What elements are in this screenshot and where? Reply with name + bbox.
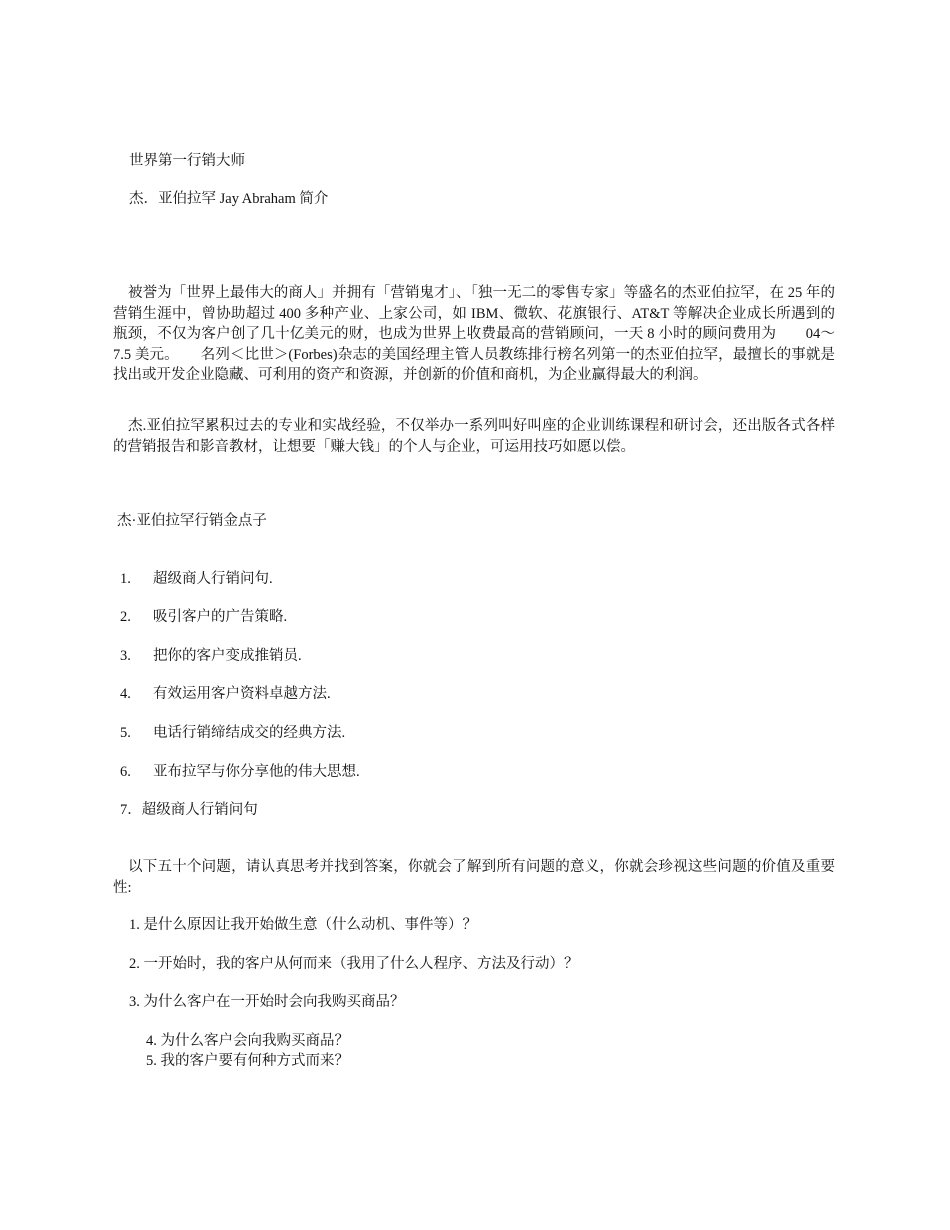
document-subtitle: 杰．亚伯拉罕 Jay Abraham 简介 — [129, 191, 329, 207]
question-item: 2. 一开始时，我的客户从何而来（我用了什么人程序、方法及行动）？ — [129, 956, 579, 972]
list-item-text: 吸引客户的广告策略. — [153, 609, 288, 625]
document-title: 世界第一行销大师 — [129, 153, 245, 169]
intro-paragraph-1: 被誉为「世界上最伟大的商人」并拥有「营销鬼才」、「独一无二的零售专家」等盛名的杰亚伯拉罕，在 25 年的营销生涯中，曾协助超过 400 多种产业、上家公司，如 IBM、微软、花旗银行、AT&T 等解决企业成长所遇到的瓶颈，不仅为客户创了几十亿美元的财，也成为世界上收费最高的营销顾问，一天 8 小时的顾问费用为 04～7.5 美元。 名列＜比世＞(Forbes)杂志的美国经理主管人员教练排行榜名列第一的杰亚伯拉罕，最擅长的事就是找出或开发企业隐藏、可利用的资产和资源，并创新的价值和商机，为企业赢得最大的利润。 — [113, 285, 835, 383]
question-item: 4. 为什么客户会向我购买商品？ — [146, 1033, 349, 1049]
list-item-text: 把你的客户变成推销员. — [153, 648, 302, 664]
list-item-text: 超级商人行销问句. — [153, 571, 273, 587]
list-item — [120, 723, 345, 743]
questions-intro: 以下五十个问题，请认真思考并找到答案，你就会了解到所有问题的意义，你就会珍视这些问题的价值及重要性: — [113, 859, 835, 896]
intro-paragraph-2: 杰.亚伯拉罕累积过去的专业和实战经验，不仅举办一系列叫好叫座的企业训练课程和研讨会，还出版各式各样的营销报告和影音教材，让想要「赚大钱」的个人与企业，可运用技巧如愿以偿。 — [113, 418, 835, 455]
list-item-number: 2. — [120, 609, 131, 625]
list-item — [120, 684, 331, 704]
list-item — [120, 569, 273, 589]
list-item-number: 4. — [120, 686, 131, 702]
list-item-number: 1. — [120, 571, 131, 587]
question-item: 5. 我的客户要有何种方式而来？ — [146, 1053, 349, 1069]
question-item: 1. 是什么原因让我开始做生意（什么动机、事件等）？ — [129, 917, 477, 933]
list-item-text: 亚布拉罕与你分享他的伟大思想. — [153, 764, 360, 780]
list-item-number: 6. — [120, 764, 131, 780]
list-item — [120, 646, 302, 666]
list-item-seven: 7．超级商人行销问句 — [120, 802, 258, 818]
list-item-text: 电话行销缔结成交的经典方法. — [153, 725, 346, 741]
question-item: 3. 为什么客户在一开始时会向我购买商品？ — [129, 994, 405, 1010]
list-item-number: 5. — [120, 725, 131, 741]
list-item-number: 3. — [120, 648, 131, 664]
list-item-text: 有效运用客户资料卓越方法. — [153, 686, 331, 702]
list-item — [120, 762, 360, 782]
list-item — [120, 607, 287, 627]
section-heading: 杰·亚伯拉罕行销金点子 — [117, 513, 267, 529]
